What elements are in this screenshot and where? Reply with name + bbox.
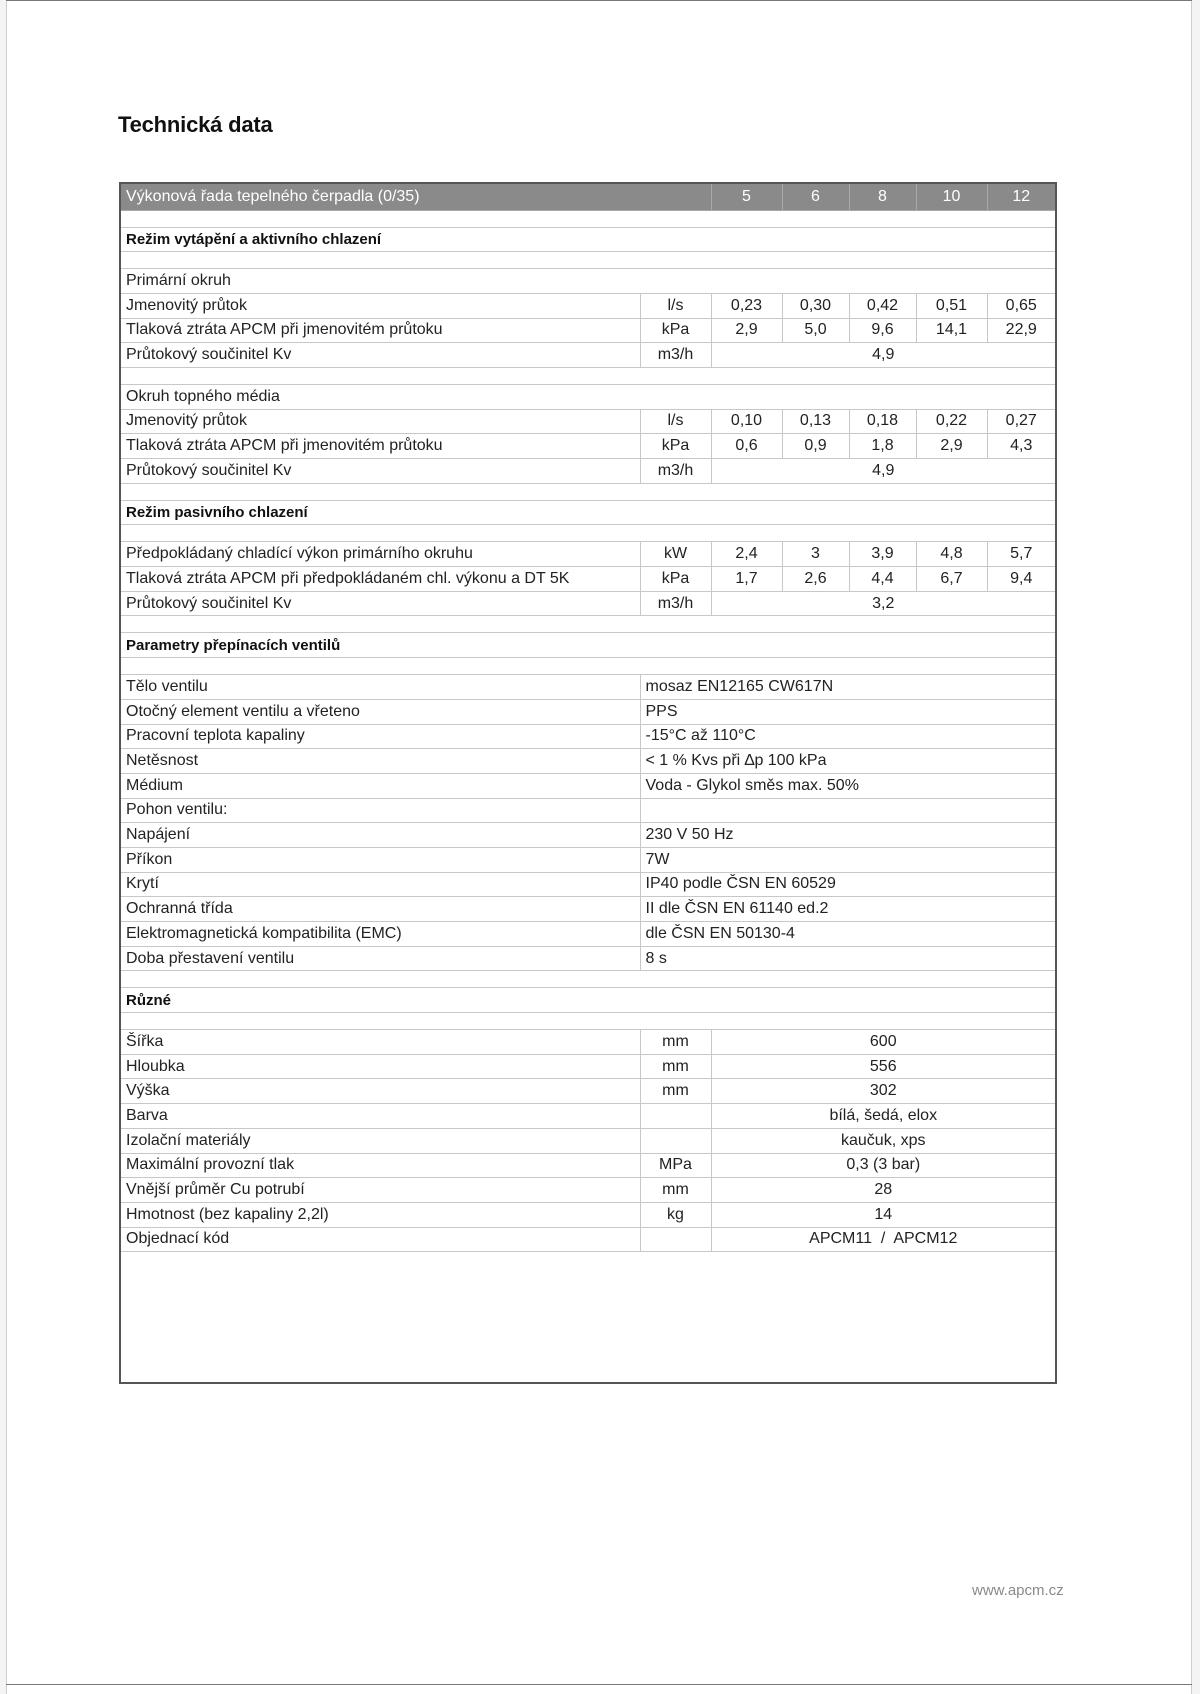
row-value: 230 V 50 Hz — [640, 823, 1055, 848]
row-value: 0,30 — [782, 293, 849, 318]
row-value: 3,9 — [849, 542, 916, 567]
row-label: Hloubka — [121, 1054, 640, 1079]
row-label: Průtokový součinitel Kv — [121, 459, 640, 484]
model-5: 5 — [711, 184, 782, 210]
row-label: Průtokový součinitel Kv — [121, 343, 640, 368]
spacer-row — [121, 483, 1055, 500]
row-unit: mm — [640, 1178, 711, 1203]
section-heading-row — [121, 227, 1055, 252]
table-row — [121, 872, 1055, 897]
spacer-row — [121, 971, 1055, 988]
spacer-row — [121, 252, 1055, 269]
row-unit: kg — [640, 1202, 711, 1227]
technical-data-table — [121, 184, 1055, 1269]
header-label: Výkonová řada tepelného čerpadla (0/35) — [121, 184, 711, 210]
table-row — [121, 1153, 1055, 1178]
row-value: 1,7 — [711, 567, 782, 592]
table-row — [121, 749, 1055, 774]
table-row — [121, 1227, 1055, 1252]
row-value: 2,9 — [916, 434, 987, 459]
row-label: Průtokový součinitel Kv — [121, 591, 640, 616]
row-label: Doba přestavení ventilu — [121, 946, 640, 971]
row-unit: kW — [640, 542, 711, 567]
row-unit: mm — [640, 1054, 711, 1079]
row-unit: m3/h — [640, 459, 711, 484]
row-label: Tělo ventilu — [121, 675, 640, 700]
page-title: Technická data — [118, 112, 273, 137]
table-row — [121, 946, 1055, 971]
row-unit: m3/h — [640, 591, 711, 616]
row-value: 2,4 — [711, 542, 782, 567]
row-value: 14 — [711, 1202, 1055, 1227]
row-label: Krytí — [121, 872, 640, 897]
row-label: Jmenovitý průtok — [121, 409, 640, 434]
row-unit — [640, 1227, 711, 1252]
row-label: Jmenovitý průtok — [121, 293, 640, 318]
table-row — [121, 1104, 1055, 1129]
table-row — [121, 1128, 1055, 1153]
table-row — [121, 1030, 1055, 1055]
table-row — [121, 922, 1055, 947]
row-value: kaučuk, xps — [711, 1128, 1055, 1153]
spacer-row — [121, 658, 1055, 675]
row-unit: mm — [640, 1030, 711, 1055]
row-value: 0,23 — [711, 293, 782, 318]
row-value: 0,3 (3 bar) — [711, 1153, 1055, 1178]
subsection-label: Okruh topného média — [121, 384, 1055, 409]
subsection-row — [121, 384, 1055, 409]
table-row — [121, 567, 1055, 592]
row-value: IP40 podle ČSN EN 60529 — [640, 872, 1055, 897]
row-value: 5,7 — [987, 542, 1055, 567]
table-row — [121, 1202, 1055, 1227]
table-row — [121, 699, 1055, 724]
model-8: 8 — [849, 184, 916, 210]
model-6: 6 — [782, 184, 849, 210]
row-label: Příkon — [121, 847, 640, 872]
section-heading: Režim pasivního chlazení — [121, 500, 1055, 525]
table-row — [121, 434, 1055, 459]
row-value: 8 s — [640, 946, 1055, 971]
table-row — [121, 318, 1055, 343]
section-heading: Různé — [121, 988, 1055, 1013]
row-value: 4,4 — [849, 567, 916, 592]
table-row — [121, 542, 1055, 567]
row-value: 2,6 — [782, 567, 849, 592]
row-value: 600 — [711, 1030, 1055, 1055]
row-value: Voda - Glykol směs max. 50% — [640, 773, 1055, 798]
row-label: Barva — [121, 1104, 640, 1129]
row-value: 4,9 — [711, 343, 1055, 368]
row-value: 0,9 — [782, 434, 849, 459]
row-value: 7W — [640, 847, 1055, 872]
subsection-row — [121, 269, 1055, 294]
row-value: 0,6 — [711, 434, 782, 459]
row-value: 0,42 — [849, 293, 916, 318]
technical-data-table-frame — [119, 182, 1057, 1384]
row-label: Předpokládaný chladící výkon primárního okruhu — [121, 542, 640, 567]
row-label: Šířka — [121, 1030, 640, 1055]
table-row — [121, 1079, 1055, 1104]
row-unit: MPa — [640, 1153, 711, 1178]
page-bottom-edge — [6, 1684, 1192, 1685]
row-value: II dle ČSN EN 61140 ed.2 — [640, 897, 1055, 922]
row-value: 4,9 — [711, 459, 1055, 484]
row-value: 302 — [711, 1079, 1055, 1104]
row-value: PPS — [640, 699, 1055, 724]
row-label: Vnější průměr Cu potrubí — [121, 1178, 640, 1203]
row-label: Pohon ventilu: — [121, 798, 640, 823]
row-value: 556 — [711, 1054, 1055, 1079]
table-row — [121, 773, 1055, 798]
table-header-row — [121, 184, 1055, 210]
row-label: Ochranná třída — [121, 897, 640, 922]
row-value: 0,27 — [987, 409, 1055, 434]
row-value: 0,18 — [849, 409, 916, 434]
row-value: -15°C až 110°C — [640, 724, 1055, 749]
row-value — [640, 798, 1055, 823]
row-label: Objednací kód — [121, 1227, 640, 1252]
row-unit: l/s — [640, 409, 711, 434]
subsection-label: Primární okruh — [121, 269, 1055, 294]
row-label: Otočný element ventilu a vřeteno — [121, 699, 640, 724]
model-10: 10 — [916, 184, 987, 210]
row-value: 6,7 — [916, 567, 987, 592]
section-heading: Režim vytápění a aktivního chlazení — [121, 227, 1055, 252]
row-value: 3 — [782, 542, 849, 567]
row-value: APCM11 / APCM12 — [711, 1227, 1055, 1252]
row-value: 3,2 — [711, 591, 1055, 616]
spacer-row — [121, 210, 1055, 227]
row-unit: l/s — [640, 293, 711, 318]
spacer-row — [121, 367, 1055, 384]
row-value: 9,4 — [987, 567, 1055, 592]
table-row — [121, 1054, 1055, 1079]
spacer-row — [121, 1252, 1055, 1269]
table-row — [121, 459, 1055, 484]
row-unit: kPa — [640, 318, 711, 343]
row-value: 2,9 — [711, 318, 782, 343]
spacer-row — [121, 616, 1055, 633]
table-row — [121, 409, 1055, 434]
row-value: 1,8 — [849, 434, 916, 459]
row-label: Pracovní teplota kapaliny — [121, 724, 640, 749]
table-row — [121, 343, 1055, 368]
spacer-row — [121, 525, 1055, 542]
table-row — [121, 675, 1055, 700]
row-value: 0,51 — [916, 293, 987, 318]
row-value: 4,8 — [916, 542, 987, 567]
table-row — [121, 591, 1055, 616]
row-label: Hmotnost (bez kapaliny 2,2l) — [121, 1202, 640, 1227]
section-heading-row — [121, 500, 1055, 525]
row-value: bílá, šedá, elox — [711, 1104, 1055, 1129]
row-value: 4,3 — [987, 434, 1055, 459]
row-unit: kPa — [640, 434, 711, 459]
page-top-edge — [6, 0, 1192, 1]
row-value: 0,13 — [782, 409, 849, 434]
row-label: Izolační materiály — [121, 1128, 640, 1153]
section-heading: Parametry přepínacích ventilů — [121, 633, 1055, 658]
row-unit: mm — [640, 1079, 711, 1104]
table-row — [121, 823, 1055, 848]
model-12: 12 — [987, 184, 1055, 210]
row-value: 9,6 — [849, 318, 916, 343]
row-value: 22,9 — [987, 318, 1055, 343]
row-label: Napájení — [121, 823, 640, 848]
section-heading-row — [121, 633, 1055, 658]
table-row — [121, 293, 1055, 318]
row-label: Tlaková ztráta APCM při předpokládaném chl. výkonu a DT 5K — [121, 567, 640, 592]
row-unit — [640, 1128, 711, 1153]
row-value: dle ČSN EN 50130-4 — [640, 922, 1055, 947]
row-unit: kPa — [640, 567, 711, 592]
row-label: Tlaková ztráta APCM při jmenovitém průtoku — [121, 434, 640, 459]
section-heading-row — [121, 988, 1055, 1013]
row-value: 14,1 — [916, 318, 987, 343]
row-unit: m3/h — [640, 343, 711, 368]
row-value: 5,0 — [782, 318, 849, 343]
row-label: Maximální provozní tlak — [121, 1153, 640, 1178]
row-unit — [640, 1104, 711, 1129]
row-value: 0,65 — [987, 293, 1055, 318]
table-row — [121, 798, 1055, 823]
row-value: mosaz EN12165 CW617N — [640, 675, 1055, 700]
row-value: 28 — [711, 1178, 1055, 1203]
row-label: Médium — [121, 773, 640, 798]
row-value: 0,10 — [711, 409, 782, 434]
table-row — [121, 724, 1055, 749]
row-label: Tlaková ztráta APCM při jmenovitém průtoku — [121, 318, 640, 343]
table-row — [121, 847, 1055, 872]
row-value: < 1 % Kvs při ∆p 100 kPa — [640, 749, 1055, 774]
table-row — [121, 1178, 1055, 1203]
table-row — [121, 897, 1055, 922]
footer-website: www.apcm.cz — [972, 1582, 1064, 1599]
spacer-row — [121, 1013, 1055, 1030]
row-label: Netěsnost — [121, 749, 640, 774]
row-label: Elektromagnetická kompatibilita (EMC) — [121, 922, 640, 947]
row-value: 0,22 — [916, 409, 987, 434]
row-label: Výška — [121, 1079, 640, 1104]
